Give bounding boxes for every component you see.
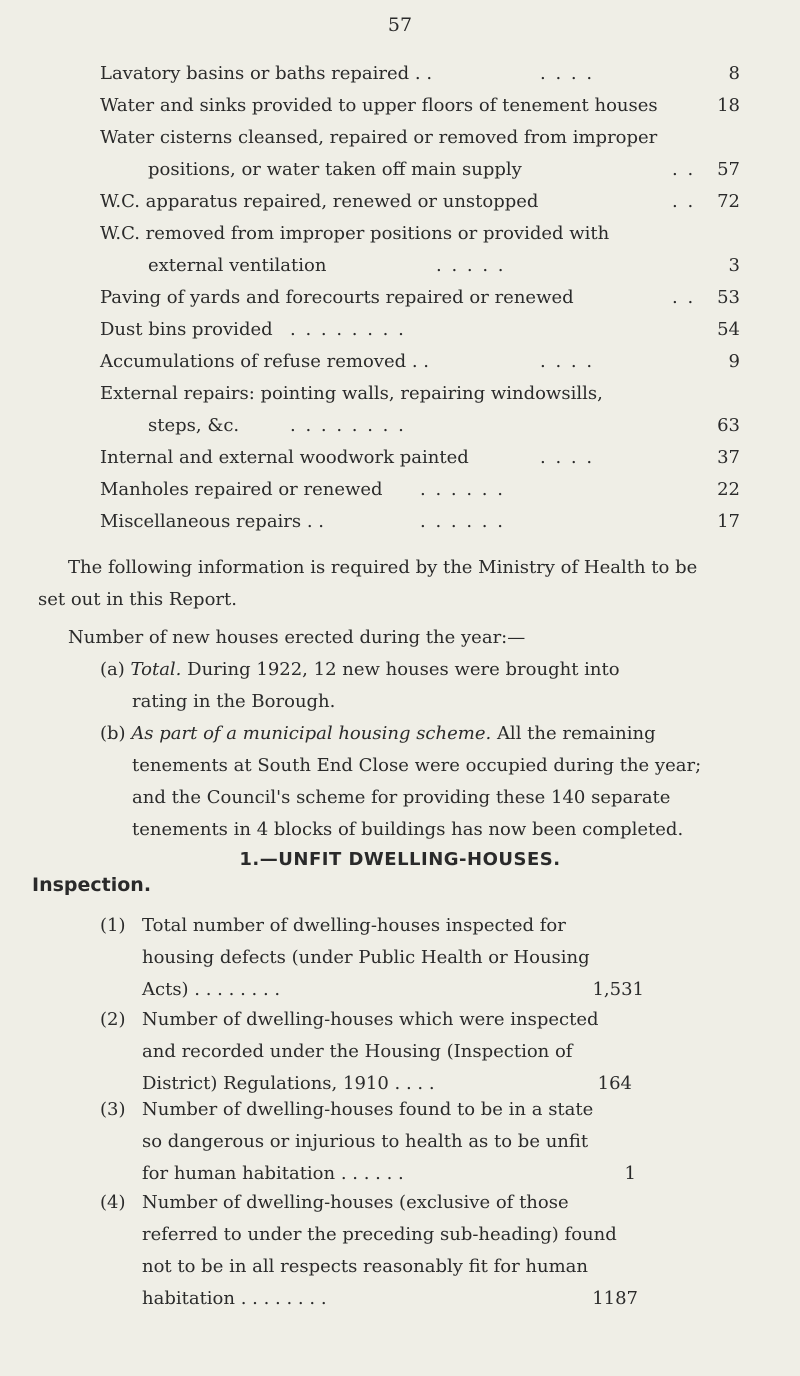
item-text: All the remaining (496, 723, 656, 744)
ministry-note-line: The following information is required by the Ministry of Health to be (68, 557, 698, 578)
item-line: not to be in all respects reasonably fit for human (142, 1256, 588, 1277)
item-line: Number of dwelling-houses found to be in a state (142, 1099, 594, 1120)
repair-row (100, 506, 740, 538)
leader-dots: . . . . (540, 63, 595, 84)
repair-row (100, 90, 740, 122)
inspection-item (100, 1004, 740, 1100)
item-value: 164 (597, 1073, 632, 1094)
item-marker: (3) (100, 1099, 126, 1120)
inspection-item (100, 1094, 740, 1190)
repair-row (100, 474, 740, 506)
repair-label: W.C. apparatus repaired, renewed or unstopped (100, 191, 539, 212)
leader-dots: . . . . (540, 351, 595, 372)
leader-dots: . . (672, 287, 696, 308)
repair-label: Water cisterns cleansed, repaired or removed from improper (100, 127, 658, 148)
repair-row (100, 346, 740, 378)
item-marker: (b) (100, 723, 126, 744)
section-title: 1.—UNFIT DWELLING-HOUSES. (239, 849, 561, 870)
item-line: for human habitation . . . . . . (142, 1163, 404, 1184)
repair-value: 18 (717, 95, 740, 116)
leader-dots: . . . . . . . . (290, 415, 406, 436)
leader-dots: . . (672, 159, 696, 180)
page-number: 57 (387, 14, 413, 36)
leader-dots: . . . . . (436, 255, 506, 276)
item-line: housing defects (under Public Health or Housing (142, 947, 590, 968)
repair-label: Lavatory basins or baths repaired . . (100, 63, 433, 84)
repair-label-continued: external ventilation (148, 255, 327, 276)
repair-row (100, 218, 740, 282)
item-title: Total. (130, 659, 182, 680)
repair-row (100, 122, 740, 186)
repair-label: W.C. removed from improper positions or provided with (100, 223, 610, 244)
item-line: and recorded under the Housing (Inspection of (142, 1041, 573, 1062)
repair-row (100, 58, 740, 90)
inspection-item (100, 910, 740, 1006)
inspection-item (100, 1187, 740, 1315)
item-line: Number of dwelling-houses which were inspected (142, 1009, 599, 1030)
repair-value: 37 (717, 447, 740, 468)
repair-value: 3 (728, 255, 740, 276)
leader-dots: . . . . . . (420, 479, 505, 500)
item-text: and the Council's scheme for providing these 140 separate (132, 787, 671, 808)
repair-row (100, 378, 740, 442)
item-text: tenements in 4 blocks of buildings has now been completed. (132, 819, 684, 840)
repair-value: 54 (717, 319, 740, 340)
repair-label: External repairs: pointing walls, repairing windowsills, (100, 383, 603, 404)
item-text: tenements at South End Close were occupied during the year; (132, 755, 702, 776)
repair-row (100, 186, 740, 218)
leader-dots: . . . . . . (420, 511, 505, 532)
ministry-note (38, 552, 748, 616)
item-text: rating in the Borough. (132, 691, 336, 712)
leader-dots: . . (672, 191, 696, 212)
item-value: 1 (624, 1163, 636, 1184)
repair-row (100, 314, 740, 346)
repair-value: 8 (728, 63, 740, 84)
repair-label: Water and sinks provided to upper floors of tenement houses (100, 95, 658, 116)
item-marker: (2) (100, 1009, 126, 1030)
item-marker: (a) (100, 659, 125, 680)
new-houses-intro: Number of new houses erected during the year:— (68, 627, 526, 648)
leader-dots: . . . . (540, 447, 595, 468)
item-marker: (1) (100, 915, 126, 936)
repair-value: 22 (717, 479, 740, 500)
item-text: During 1922, 12 new houses were brought into (187, 659, 620, 680)
item-marker: (4) (100, 1192, 126, 1213)
repair-row (100, 282, 740, 314)
item-line: habitation . . . . . . . . (142, 1288, 327, 1309)
repair-label: Paving of yards and forecourts repaired or renewed (100, 287, 574, 308)
inspection-heading: Inspection. (32, 874, 152, 896)
item-line: referred to under the preceding sub-heading) found (142, 1224, 617, 1245)
new-houses-item-b (100, 718, 750, 846)
repair-label-continued: positions, or water taken off main supply (148, 159, 522, 180)
repair-label: Internal and external woodwork painted (100, 447, 469, 468)
repair-value: 57 (717, 159, 740, 180)
repair-label: Accumulations of refuse removed . . (100, 351, 430, 372)
repair-label-continued: steps, &c. (148, 415, 240, 436)
repair-row (100, 442, 740, 474)
repair-value: 63 (717, 415, 740, 436)
item-line: Acts) . . . . . . . . (142, 979, 281, 1000)
repair-label: Dust bins provided (100, 319, 273, 340)
new-houses-item-a (100, 654, 750, 718)
item-value: 1,531 (592, 979, 644, 1000)
repair-value: 53 (717, 287, 740, 308)
item-line: so dangerous or injurious to health as to be unfit (142, 1131, 589, 1152)
repair-value: 17 (717, 511, 740, 532)
repair-label: Miscellaneous repairs . . (100, 511, 325, 532)
item-value: 1187 (592, 1288, 638, 1309)
item-line: District) Regulations, 1910 . . . . (142, 1073, 435, 1094)
leader-dots: . . . . . . . . (290, 319, 406, 340)
item-line: Total number of dwelling-houses inspected for (142, 915, 566, 936)
item-title: As part of a municipal housing scheme. (131, 723, 492, 744)
repair-label: Manholes repaired or renewed (100, 479, 383, 500)
ministry-note-line: set out in this Report. (38, 589, 237, 610)
item-line: Number of dwelling-houses (exclusive of those (142, 1192, 569, 1213)
repair-value: 72 (717, 191, 740, 212)
repair-value: 9 (728, 351, 740, 372)
